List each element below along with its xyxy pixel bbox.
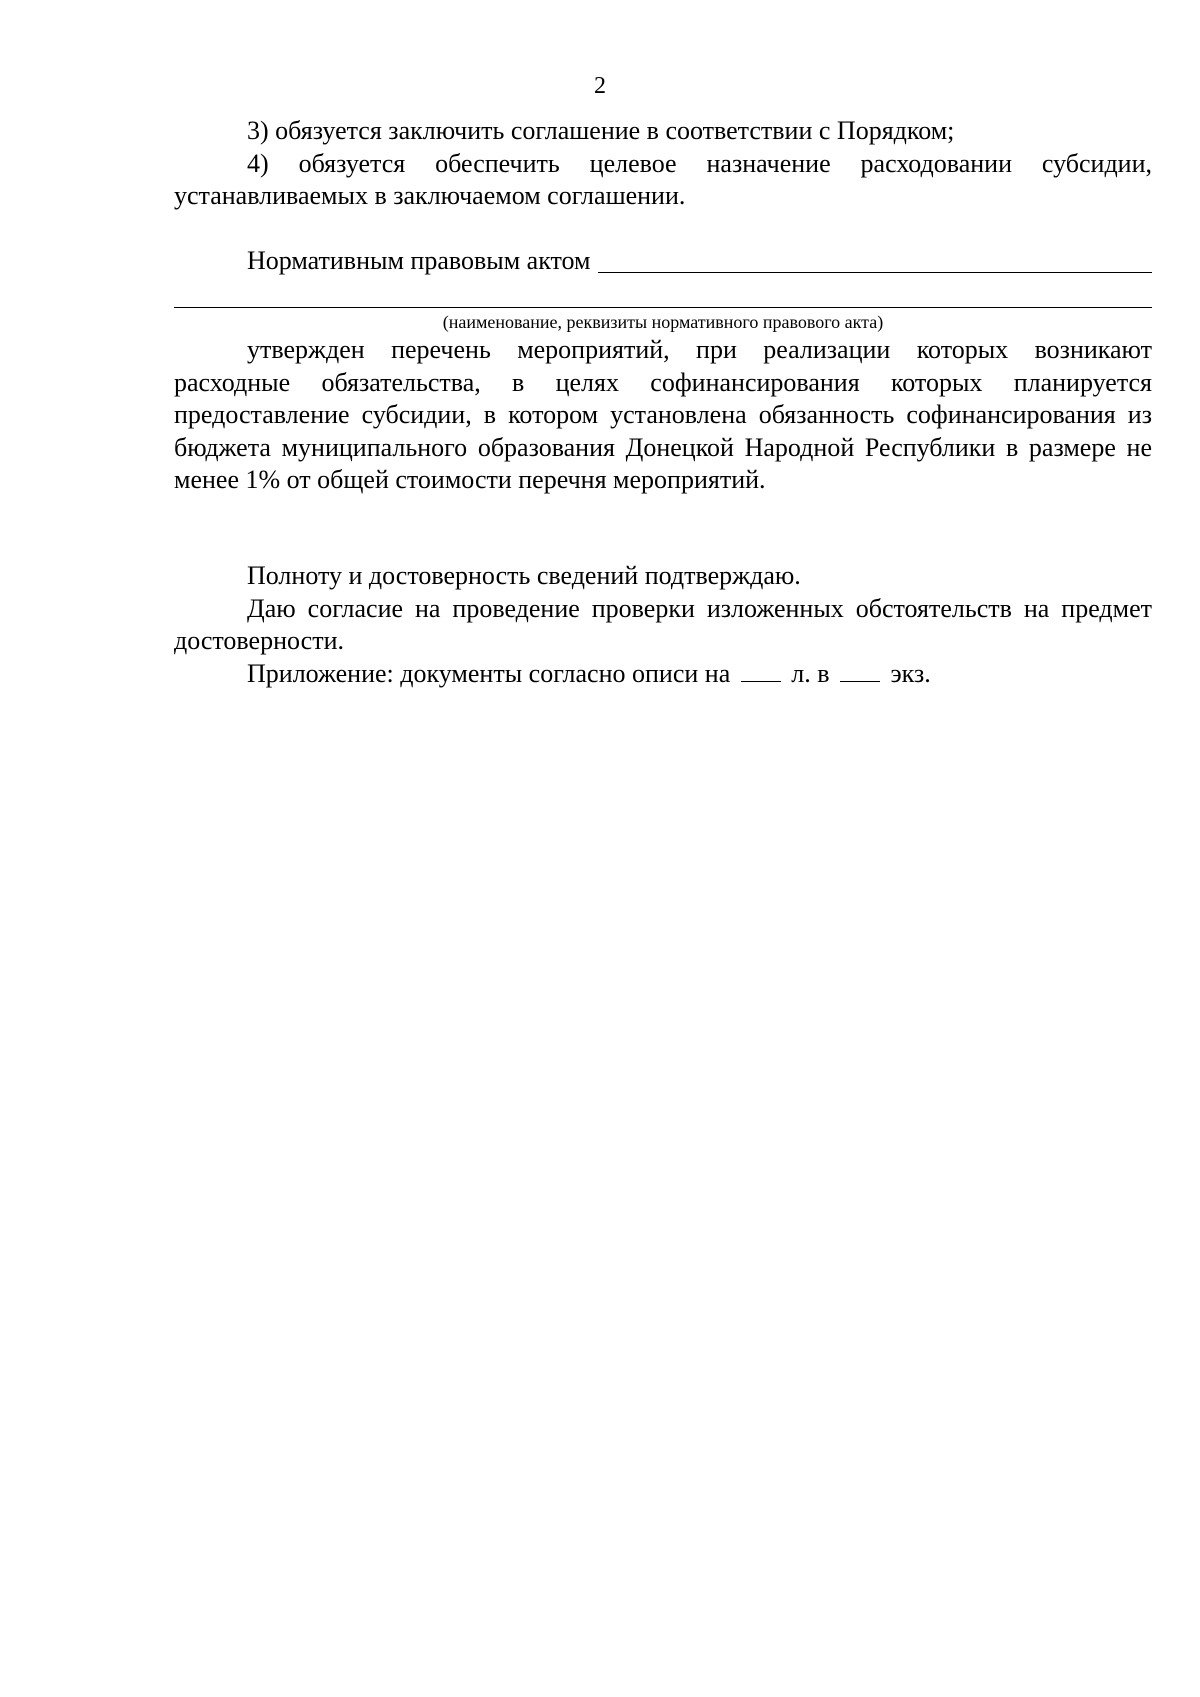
obligation-item-4: 4) обязуется обеспечить целевое назначение расходовании субсидии, устанавливаемых в заключаемом соглашении. <box>174 148 1152 210</box>
normative-act-caption: (наименование, реквизиты нормативного правового акта) <box>442 312 884 332</box>
attachment-prefix: Приложение: документы согласно описи на <box>247 658 731 688</box>
page-number: 2 <box>594 73 606 99</box>
normative-act-text: утвержден перечень мероприятий, при реализации которых возникают расходные обязательства, в целях софинансирования которых планируется предоставление субсидии, в котором установлена обязанность софинансирования из бюджета муниципального образования Донецкой Народной Республики в размере не менее 1% от общей стоимости перечня мероприятий. <box>174 335 1152 494</box>
confirmation-line: Полноту и достоверность сведений подтверждаю. <box>247 561 801 590</box>
normative-act-fill-line <box>598 272 1152 273</box>
normative-act-section <box>174 245 1152 497</box>
attachment-sheets-label: л. в <box>791 658 830 688</box>
obligation-item-3: 3) обязуется заключить соглашение в соответствии с Порядком; <box>247 116 955 145</box>
copies-blank <box>840 681 880 682</box>
sheets-blank <box>741 681 781 682</box>
attachment-copies-label: экз. <box>890 658 931 688</box>
confirmation-section <box>174 560 1152 690</box>
normative-act-second-line <box>174 307 1152 308</box>
attachment-line <box>174 658 1152 691</box>
obligations-list <box>174 115 1152 213</box>
normative-act-label: Нормативным правовым актом <box>247 245 591 275</box>
normative-act-line <box>174 245 1152 277</box>
consent-line: Даю согласие на проведение проверки изложенных обстоятельств на предмет достоверности. <box>174 593 1152 655</box>
